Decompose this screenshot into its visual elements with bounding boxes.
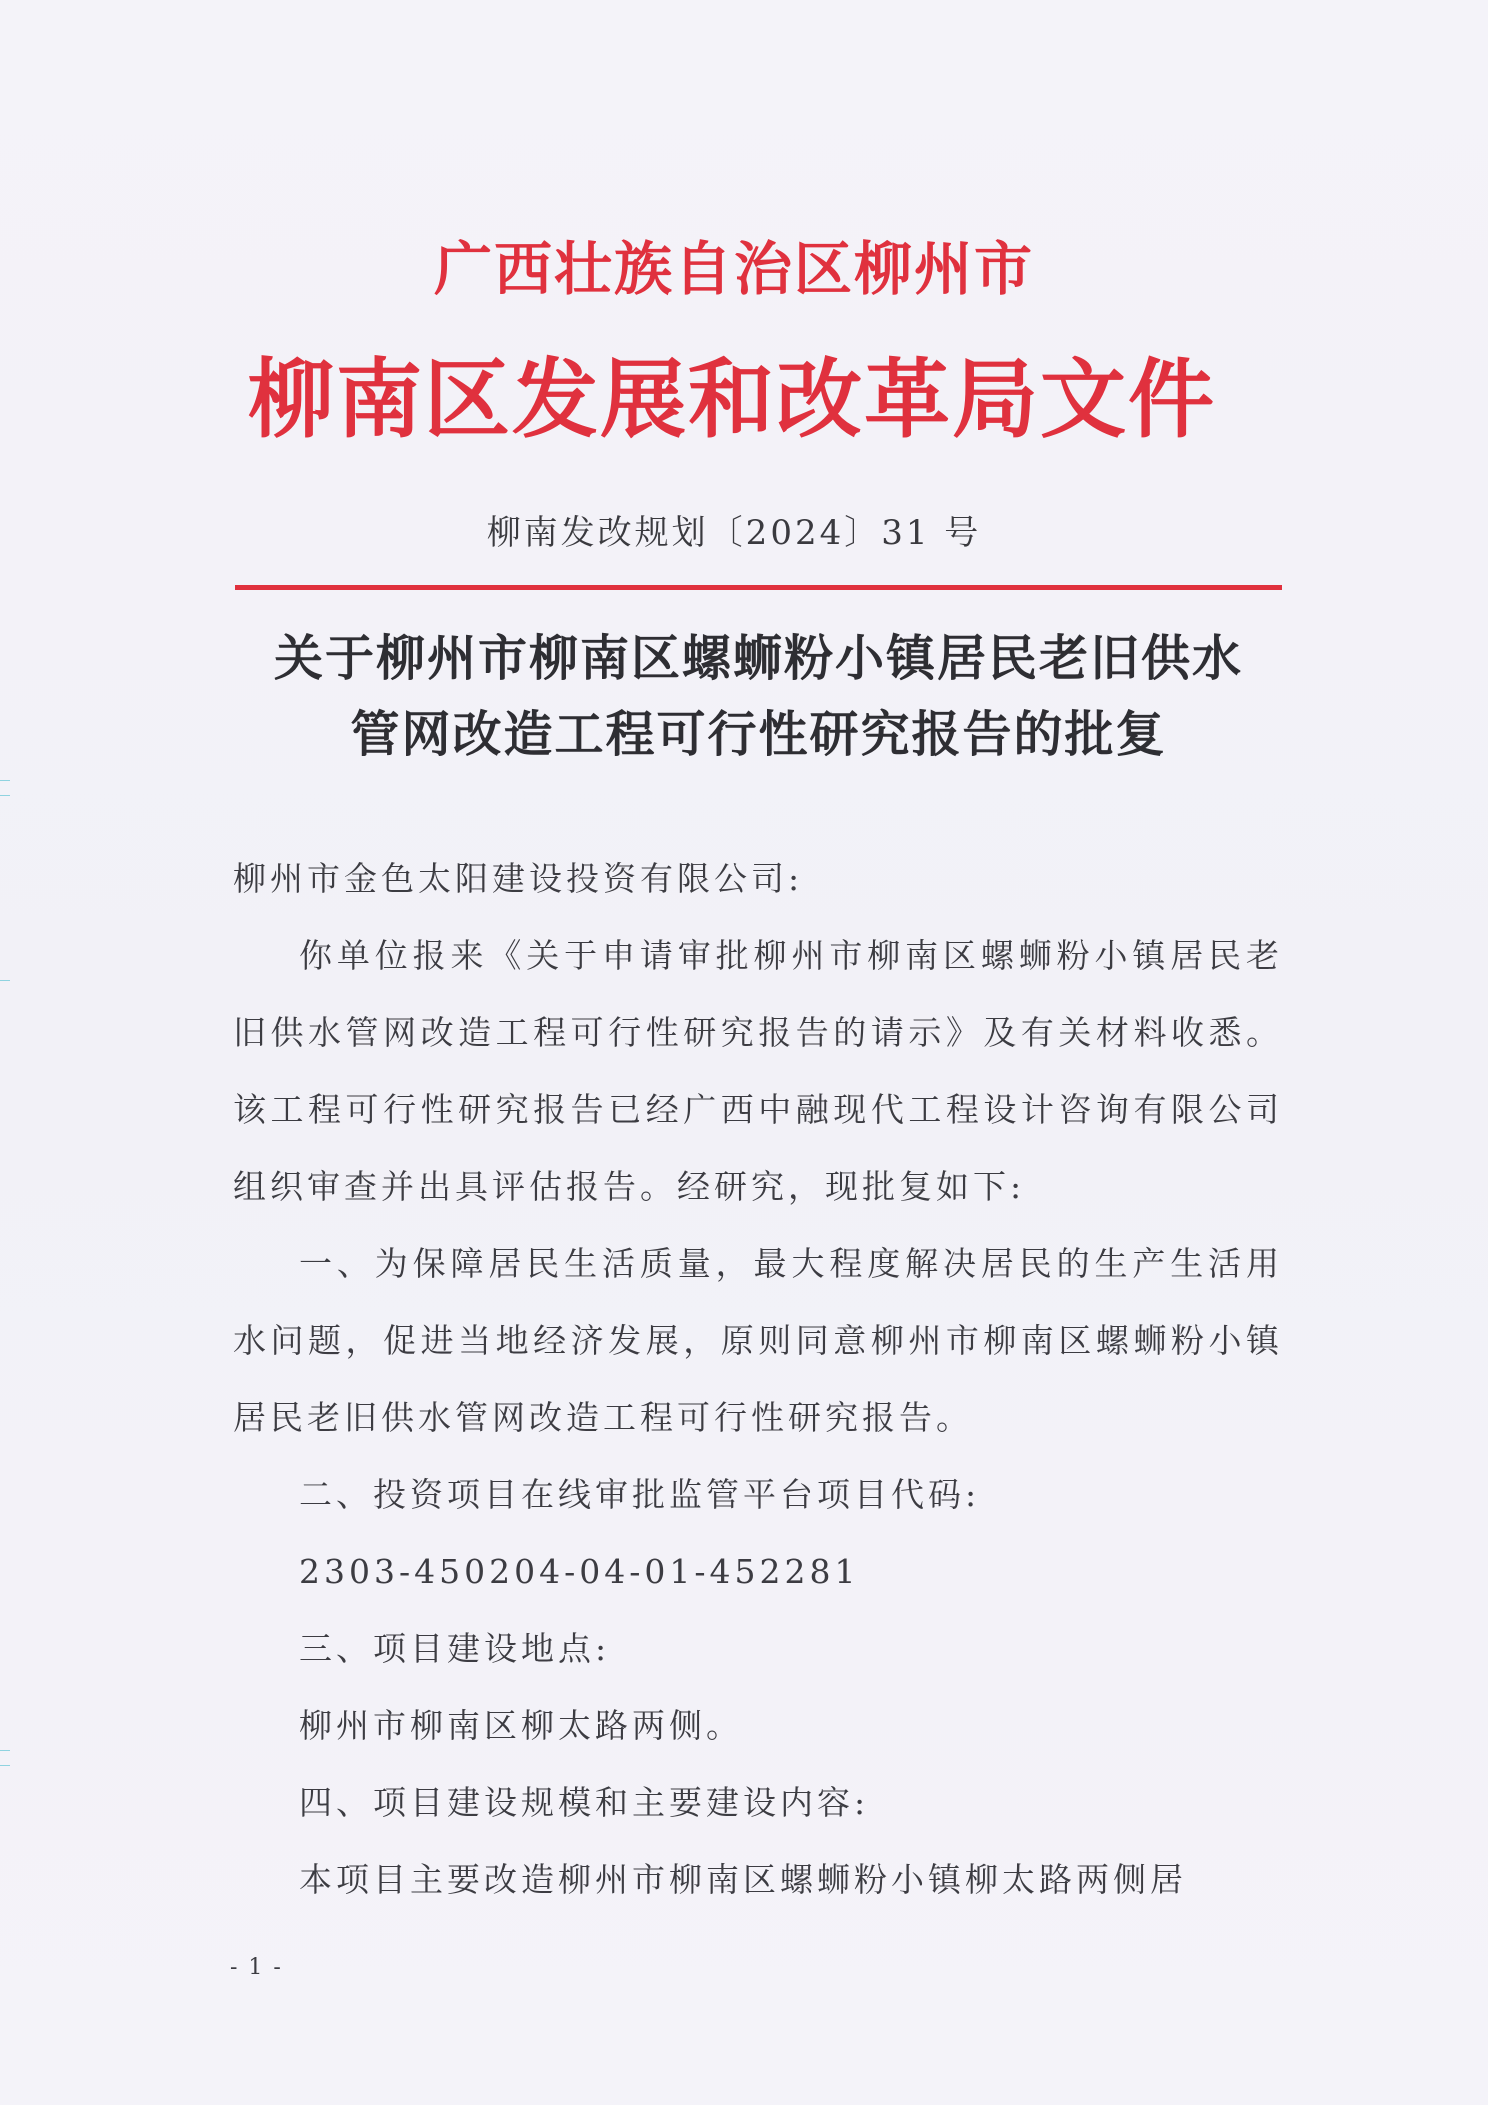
- red-separator-line: [235, 585, 1282, 590]
- item-2-heading: 二、投资项目在线审批监管平台项目代码:: [299, 1475, 981, 1514]
- addressee: 柳州市金色太阳建设投资有限公司:: [233, 859, 804, 898]
- issuer-office-heading: 柳南区发展和改革局文件: [248, 350, 1216, 450]
- title-line-1: 关于柳州市柳南区螺蛳粉小镇居民老旧供水: [273, 629, 1243, 687]
- title-line-2: 管网改造工程可行性研究报告的批复: [350, 705, 1167, 763]
- scan-edge-mark: [0, 1750, 10, 1751]
- scan-edge-mark: [0, 795, 10, 796]
- item-1-paragraph: 一、为保障居民生活质量，最大程度解决居民的生产生活用水问题，促进当地经济发展，原则同意柳州市柳南区螺蛳粉小镇居民老旧供水管网改造工程可行性研究报告。: [233, 1244, 1283, 1437]
- item-3-heading: 三、项目建设地点:: [299, 1629, 611, 1668]
- item-3-location: 柳州市柳南区柳太路两侧。: [299, 1706, 743, 1745]
- scan-edge-mark: [0, 980, 10, 981]
- item-2-project-code: 2303-450204-04-01-452281: [299, 1552, 860, 1591]
- document-body: [233, 840, 1283, 1918]
- scan-edge-mark: [0, 1765, 10, 1766]
- item-4-heading: 四、项目建设规模和主要建设内容:: [299, 1783, 870, 1822]
- document-title: [235, 620, 1282, 772]
- document-number: 柳南发改规划〔2024〕31 号: [486, 513, 982, 553]
- scan-edge-mark: [0, 780, 10, 781]
- intro-paragraph: 你单位报来《关于申请审批柳州市柳南区螺蛳粉小镇居民老旧供水管网改造工程可行性研究报告的请示》及有关材料收悉。该工程可行性研究报告已经广西中融现代工程设计咨询有限公司组织审查并出具评估报告。经研究，现批复如下:: [233, 936, 1283, 1206]
- issuer-region-heading: 广西壮族自治区柳州市: [433, 235, 1034, 303]
- item-4-text: 本项目主要改造柳州市柳南区螺蛳粉小镇柳太路两侧居: [299, 1860, 1187, 1899]
- page-number: - 1 -: [230, 1955, 283, 1980]
